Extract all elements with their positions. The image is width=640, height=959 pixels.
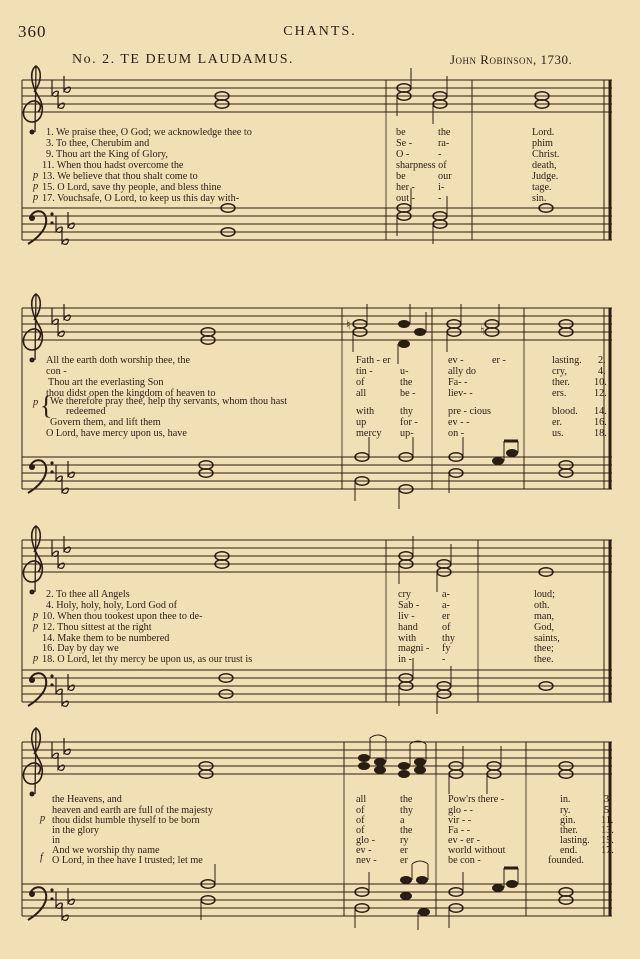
verse-number: 3. [604, 794, 612, 805]
verse-number: 12. [594, 388, 607, 399]
lyric-line: 10. When thou tookest upon thee to de- [42, 611, 203, 622]
lyric-syllable: Fa- - [448, 377, 468, 388]
lyric-syllable: vir - - [448, 815, 472, 826]
lyric-syllable: all [356, 388, 367, 399]
lyric-syllable: with [398, 633, 417, 644]
lyric-syllable: pre - cious [448, 406, 491, 417]
lyric-line: con - [46, 366, 67, 377]
lyric-syllable: up [356, 417, 367, 428]
dynamic-mark: p [33, 170, 39, 181]
lyric-syllable: ra- [438, 138, 450, 149]
lyric-syllable: be [396, 127, 406, 138]
lyric-line: 13. We believe that thou shalt come to [42, 171, 198, 182]
lyric-syllable: mercy [356, 428, 382, 439]
lyric-syllable: er. [552, 417, 562, 428]
lyric-syllable: ev - - [448, 417, 470, 428]
lyric-line: We therefore pray thee, help thy servants, whom thou hast [50, 396, 288, 407]
lyric-syllable: Lord. [532, 127, 555, 138]
lyric-syllable: u- [400, 366, 409, 377]
verse-number: 15. [601, 835, 614, 846]
lyric-syllable: all [356, 794, 367, 805]
dynamic-mark: p [33, 621, 39, 632]
lyric-syllable: sharpness of [396, 160, 447, 171]
lyric-syllable: liv - [398, 611, 415, 622]
verse-number: 4. [598, 366, 606, 377]
lyric-syllable: - [438, 193, 442, 204]
lyric-syllable: man, [534, 611, 555, 622]
lyric-syllable: blood. [552, 406, 578, 417]
lyric-line: 18. O Lord, let thy mercy be upon us, as our trust is [42, 654, 253, 665]
lyric-syllable: on - [448, 428, 465, 439]
lyric-line: redeemed [66, 406, 106, 417]
lyric-syllable: lasting. [560, 835, 590, 846]
lyric-line: in [52, 835, 60, 846]
lyric-syllable: a [400, 815, 405, 826]
composer-name: John Robinson, 1730. [450, 52, 573, 67]
lyric-syllable: the [438, 127, 451, 138]
lyric-syllable: ev - [448, 355, 464, 366]
lyric-line: the Heavens, and [52, 794, 122, 805]
lyric-syllable: thee; [534, 643, 554, 654]
lyric-syllable: glo - [356, 835, 375, 846]
verse-number: 18. [594, 428, 607, 439]
verse-number: 2. [598, 355, 606, 366]
lyric-line: 9. Thou art the King of Glory, [46, 149, 168, 160]
lyric-syllable: Fa - - [448, 825, 471, 836]
lyric-syllable: in - [398, 654, 412, 665]
lyric-syllable: for - [400, 417, 418, 428]
lyric-syllable: a- [442, 589, 450, 600]
lyric-line: O Lord, have mercy upon us, have [46, 428, 187, 439]
verse-number: 14. [594, 406, 607, 417]
lyric-syllable: be - [400, 388, 416, 399]
lyric-syllable: founded. [548, 855, 584, 866]
lyric-line: Thou art the everlasting Son [48, 377, 164, 388]
lyric-syllable: in. [560, 794, 571, 805]
lyric-syllable: of [442, 622, 451, 633]
lyric-syllable: Pow'rs there - [448, 794, 505, 805]
lyric-syllable: ry [400, 835, 409, 846]
lyric-line: thou didst humble thyself to be born [52, 815, 200, 826]
lyric-syllable: Sab - [398, 600, 420, 611]
lyric-syllable: world without [448, 845, 506, 856]
brace-mark: { [40, 391, 53, 420]
lyric-syllable: be [396, 171, 406, 182]
lyric-syllable: magni - [398, 643, 430, 654]
lyric-syllable: the [400, 377, 413, 388]
lyric-syllable: of [356, 377, 365, 388]
lyric-syllable: thee. [534, 654, 554, 665]
lyric-syllable: death, [532, 160, 557, 171]
lyric-syllable: out - [396, 193, 415, 204]
lyric-syllable: the [400, 794, 413, 805]
system-4-staves [22, 728, 612, 930]
lyric-line: 4. Holy, holy, holy, Lord God of [46, 600, 178, 611]
lyric-syllable: cry [398, 589, 412, 600]
lyric-syllable: our [438, 171, 452, 182]
lyric-line: O Lord, in thee have I trusted; let me [52, 855, 203, 866]
lyric-syllable: sin. [532, 193, 547, 204]
svg-text:♮: ♮ [480, 324, 485, 339]
lyric-syllable: gin. [560, 815, 576, 826]
lyric-syllable: Se - [396, 138, 413, 149]
lyric-line: in the glory [52, 825, 99, 836]
dynamic-mark: f [40, 852, 43, 863]
lyric-syllable: thy [400, 805, 414, 816]
lyric-syllable: er [400, 855, 408, 866]
lyric-syllable: er [400, 845, 408, 856]
lyric-syllable: O - [396, 149, 410, 160]
lyric-line: 11. When thou hadst overcome the [42, 160, 184, 171]
lyric-syllable: ev - er - [448, 835, 480, 846]
lyric-syllable: the [400, 825, 413, 836]
lyric-syllable: Christ. [532, 149, 560, 160]
lyric-syllable: a- [442, 600, 450, 611]
lyric-syllable: er [442, 611, 450, 622]
lyric-line: And we worship thy name [52, 845, 160, 856]
lyric-line: 3. To thee, Cherubim and [46, 138, 150, 149]
lyric-syllable: ally do [448, 366, 477, 377]
lyric-line: All the earth doth worship thee, the [46, 355, 191, 366]
lyric-syllable: loud; [534, 589, 555, 600]
lyric-line: 12. Thou sittest at the right [42, 622, 152, 633]
svg-text:♮: ♮ [346, 318, 351, 333]
lyric-line: 17. Vouchsafe, O Lord, to keep us this day with- [42, 193, 240, 204]
lyric-syllable: of [356, 825, 365, 836]
lyric-syllable: end. [560, 845, 578, 856]
lyric-syllable: Fath - er [356, 355, 391, 366]
lyric-syllable: Judge. [532, 171, 559, 182]
lyric-syllable: saints, [534, 633, 560, 644]
lyric-line: Govern them, and lift them [50, 417, 161, 428]
lyric-syllable: be con - [448, 855, 481, 866]
lyric-syllable: oth. [534, 600, 550, 611]
lyric-syllable: with [356, 406, 375, 417]
lyric-syllable: lasting. [552, 355, 582, 366]
lyric-syllable: ry. [560, 805, 571, 816]
lyric-syllable: ther. [560, 825, 578, 836]
lyric-line: 16. Day by day we [42, 643, 119, 654]
lyric-syllable: tin - [356, 366, 373, 377]
lyric-syllable: of [356, 805, 365, 816]
lyric-syllable: thy [442, 633, 456, 644]
lyric-syllable: ers. [552, 388, 567, 399]
verse-number: 16. [594, 417, 607, 428]
lyric-syllable: er - [492, 355, 506, 366]
page-number: 360 [18, 22, 47, 41]
lyric-line: 2. To thee all Angels [46, 589, 130, 600]
verse-number: 17. [601, 845, 614, 856]
dynamic-mark: p [33, 653, 39, 664]
lyric-syllable: God, [534, 622, 555, 633]
lyric-syllable: nev - [356, 855, 377, 866]
lyric-syllable: tage. [532, 182, 552, 193]
lyric-syllable: glo - - [448, 805, 473, 816]
lyric-syllable: of [356, 815, 365, 826]
lyric-line: thou didst open the kingdom of heaven to [46, 388, 216, 399]
lyric-syllable: liev- - [448, 388, 473, 399]
dynamic-mark: p [33, 397, 39, 408]
verse-number: 13. [601, 825, 614, 836]
lyric-syllable: her - [396, 182, 415, 193]
verse-number: 5. [604, 805, 612, 816]
lyric-syllable: us. [552, 428, 564, 439]
lyric-line: 1. We praise thee, O God; we acknowledge thee to [46, 127, 252, 138]
lyric-syllable: hand [398, 622, 418, 633]
lyric-syllable: up- [400, 428, 414, 439]
lyric-syllable: - [442, 654, 446, 665]
dynamic-mark: p [40, 813, 46, 824]
chant-title: No. 2. TE DEUM LAUDAMUS. [72, 52, 295, 67]
verse-number: 10. [594, 377, 607, 388]
dynamic-mark: p [33, 181, 39, 192]
lyric-syllable: thy [400, 406, 414, 417]
lyric-syllable: cry, [552, 366, 567, 377]
lyric-line: heaven and earth are full of the majesty [52, 805, 213, 816]
lyric-syllable: i- [438, 182, 445, 193]
dynamic-mark: p [33, 192, 39, 203]
lyric-syllable: ther. [552, 377, 570, 388]
lyric-line: 15. O Lord, save thy people, and bless thine [42, 182, 222, 193]
verse-number: 11. [601, 815, 614, 826]
running-head: CHANTS. [283, 24, 357, 39]
lyric-syllable: fy [442, 643, 451, 654]
dynamic-mark: p [33, 610, 39, 621]
lyric-syllable: phim [532, 138, 553, 149]
lyric-line: 14. Make them to be numbered [42, 633, 170, 644]
lyric-syllable: ev - [356, 845, 372, 856]
lyric-syllable: - [438, 149, 442, 160]
